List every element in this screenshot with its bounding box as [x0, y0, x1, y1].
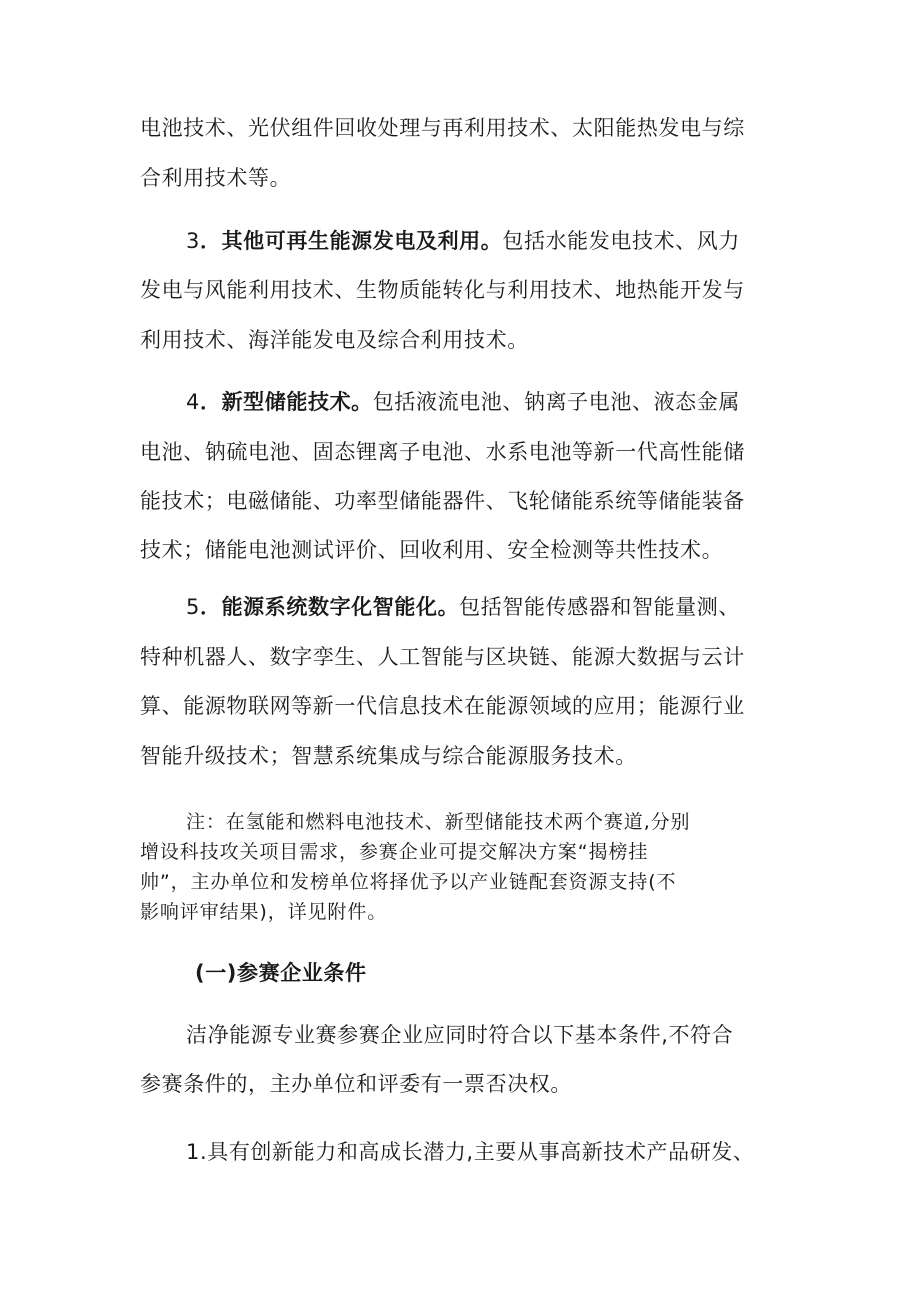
paragraph-line: 利用技术、海洋能发电及综合利用技术。	[140, 328, 529, 352]
item-4-first-line	[186, 387, 740, 417]
paragraph-line: 技术；储能电池测试评价、回收利用、安全检测等共性技术。	[140, 538, 724, 562]
section-heading: (一)参赛企业条件	[195, 961, 367, 985]
paragraph-line: 参赛条件的，主办单位和评委有一票否决权。	[140, 1072, 572, 1096]
note-line: 增设科技攻关项目需求，参赛企业可提交解决方案“揭榜挂	[140, 841, 649, 863]
paragraph-line: 能技术；电磁储能、功率型储能器件、飞轮储能系统等储能装备	[140, 489, 745, 513]
paragraph-line: 合利用技术等。	[140, 166, 292, 190]
note-line: 注：在氢能和燃料电池技术、新型储能技术两个赛道,分别	[186, 811, 691, 833]
item-number: 5	[186, 595, 200, 619]
item-5-first-line	[186, 592, 740, 622]
item-title: ．能源系统数字化智能化。	[199, 595, 460, 619]
paragraph-line: 电池、钠硫电池、固态锂离子电池、水系电池等新一代高性能储	[140, 440, 745, 464]
item-3-first-line	[186, 226, 740, 256]
item-text: 包括液流电池、钠离子电池、液态金属	[372, 390, 740, 414]
item-number: 4	[186, 390, 200, 414]
condition-1-line: 1.具有创新能力和高成长潜力,主要从事高新技术产品研发、	[186, 1140, 755, 1164]
paragraph-line: 特种机器人、数字孪生、人工智能与区块链、能源大数据与云计	[140, 645, 745, 669]
paragraph-line: 发电与风能利用技术、生物质能转化与利用技术、地热能开发与	[140, 278, 745, 302]
paragraph-line: 智能升级技术；智慧系统集成与综合能源服务技术。	[140, 744, 637, 768]
item-text: 包括智能传感器和智能量测、	[459, 595, 740, 619]
paragraph-line: 洁净能源专业赛参赛企业应同时符合以下基本条件,不符合	[186, 1023, 734, 1047]
note-line: 影响评审结果)，详见附件。	[140, 901, 388, 923]
paragraph-line: 电池技术、光伏组件回收处理与再利用技术、太阳能热发电与综	[140, 116, 745, 140]
item-text: 包括水能发电技术、风力	[502, 229, 740, 253]
item-title: ．新型储能技术。	[199, 390, 373, 414]
note-line: 帅”，主办单位和发榜单位将择优予以产业链配套资源支持(不	[140, 871, 677, 893]
paragraph-line: 算、能源物联网等新一代信息技术在能源领域的应用；能源行业	[140, 694, 745, 718]
item-number: 3	[186, 229, 200, 253]
item-title: ．其他可再生能源发电及利用。	[199, 229, 503, 253]
